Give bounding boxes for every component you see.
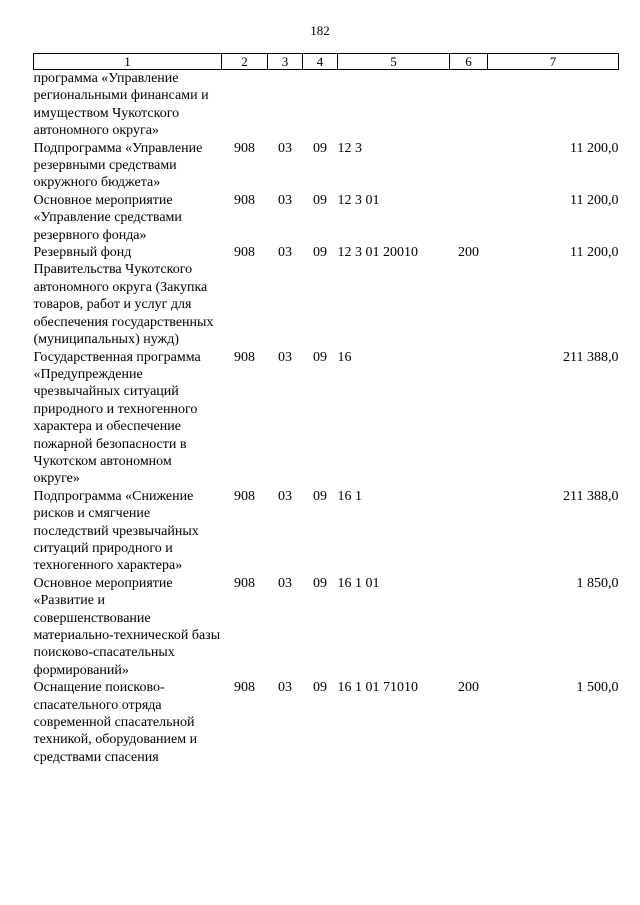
row-target-code <box>338 70 450 140</box>
row-section-code: 03 <box>278 245 292 261</box>
row-amount: 1 500,0 <box>576 680 619 696</box>
row-subsection-code: 09 <box>313 140 327 156</box>
row-name: Основное мероприятие «Развитие и совершенствование материально-технической базы поисково-спасательных формирований» <box>33 575 221 678</box>
row-name: Основное мероприятие «Управление средствами резервного фонда» <box>33 192 182 243</box>
row-amount: 211 388,0 <box>563 488 619 504</box>
row-ministry-code: 908 <box>234 245 255 261</box>
row-amount: 11 200,0 <box>570 140 619 156</box>
row-name: Государственная программа «Предупреждение чрезвычайных ситуаций природного и техногенного характера и обеспечение пожарной безопасности в Чукотском автономном округе» <box>33 349 201 487</box>
row-name: Подпрограмма «Снижение рисков и смягчение последствий чрезвычайных ситуаций природного и техногенного характера» <box>33 488 199 574</box>
column-header: 1 <box>34 54 222 70</box>
row-section-code: 03 <box>278 575 292 591</box>
row-subsection-code: 09 <box>313 680 327 696</box>
row-section-code: 03 <box>278 680 292 696</box>
row-ministry-code: 908 <box>234 575 255 591</box>
row-name: Оснащение поисково-спасательного отряда современной спасательной техникой, оборудованием и средствами спасения <box>33 680 198 765</box>
column-header: 2 <box>222 54 268 70</box>
row-expense-type <box>450 488 488 575</box>
table-row <box>34 575 619 679</box>
row-amount: 1 850,0 <box>576 575 619 591</box>
row-name: программа «Управление региональными финансами и имуществом Чукотского автономного округа» <box>33 71 209 139</box>
column-header: 6 <box>450 54 488 70</box>
row-subsection-code: 09 <box>313 575 327 591</box>
row-ministry-code: 908 <box>234 349 255 365</box>
column-header: 7 <box>488 54 619 70</box>
row-expense-type: 200 <box>458 680 479 696</box>
row-target-code: 16 <box>337 349 352 365</box>
budget-table <box>33 53 619 766</box>
column-header: 3 <box>268 54 303 70</box>
row-expense-type <box>450 70 488 140</box>
table-row <box>34 349 619 488</box>
row-subsection-code: 09 <box>313 245 327 261</box>
table-row <box>34 70 619 140</box>
row-ministry-code: 908 <box>234 680 255 696</box>
row-expense-type <box>450 192 488 244</box>
table-row <box>34 679 619 766</box>
row-amount: 11 200,0 <box>570 245 619 261</box>
row-name: Резервный фонд Правительства Чукотского автономного округа (Закупка товаров, работ и услуг для обеспечения государственных (муниципальных) нужд) <box>33 245 214 348</box>
row-target-code: 16 1 01 <box>337 575 380 591</box>
row-amount: 211 388,0 <box>563 349 619 365</box>
row-section-code: 03 <box>278 192 292 208</box>
row-ministry-code <box>222 70 268 140</box>
table-row <box>34 488 619 575</box>
row-section-code <box>268 70 303 140</box>
row-target-code: 12 3 01 <box>337 192 380 208</box>
row-ministry-code: 908 <box>234 192 255 208</box>
column-header: 4 <box>303 54 338 70</box>
table-row <box>34 140 619 192</box>
row-section-code: 03 <box>278 349 292 365</box>
table-header-row <box>34 54 619 70</box>
row-expense-type <box>450 575 488 679</box>
row-ministry-code: 908 <box>234 488 255 504</box>
row-target-code: 16 1 01 71010 <box>337 680 418 696</box>
page-number: 182 <box>310 23 330 38</box>
row-subsection-code <box>303 70 338 140</box>
table-row <box>34 192 619 244</box>
row-target-code: 12 3 01 20010 <box>337 245 418 261</box>
row-subsection-code: 09 <box>313 349 327 365</box>
row-amount: 11 200,0 <box>570 192 619 208</box>
row-target-code: 16 1 <box>337 488 362 504</box>
row-subsection-code: 09 <box>313 488 327 504</box>
row-expense-type: 200 <box>458 245 479 261</box>
row-expense-type <box>450 140 488 192</box>
table-row <box>34 244 619 348</box>
row-subsection-code: 09 <box>313 192 327 208</box>
row-section-code: 03 <box>278 140 292 156</box>
row-amount <box>488 70 619 140</box>
row-target-code: 12 3 <box>337 140 362 156</box>
row-section-code: 03 <box>278 488 292 504</box>
row-expense-type <box>450 349 488 488</box>
column-header: 5 <box>338 54 450 70</box>
row-ministry-code: 908 <box>234 140 255 156</box>
row-name: Подпрограмма «Управление резервными средствами окружного бюджета» <box>33 140 203 191</box>
